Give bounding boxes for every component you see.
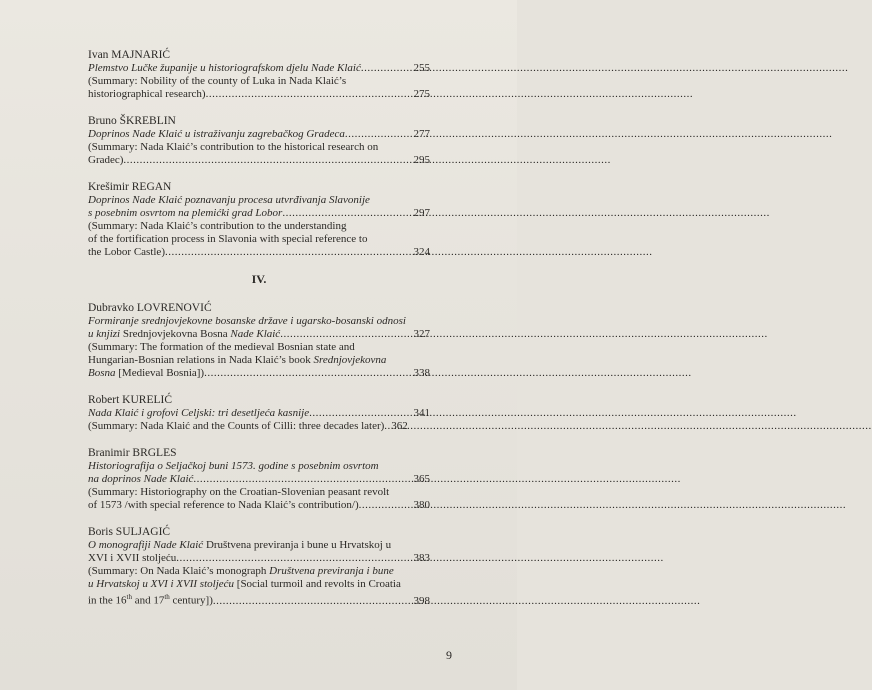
entry-summary: (Summary: Nada Klaić’s contribution to the understanding bbox=[88, 220, 347, 232]
summary-part: Bosna bbox=[88, 367, 116, 379]
toc-entry-lovrenovic bbox=[88, 301, 430, 380]
entry-page: 383 bbox=[413, 552, 430, 564]
entry-summary: (Summary: Nada Klaić’s contribution to the historical research on bbox=[88, 141, 379, 153]
leader-dots bbox=[204, 367, 412, 380]
toc-entry-kurelic bbox=[88, 393, 430, 433]
summary-part: Hungarian-Bosnian relations in Nada Klaić’s book bbox=[88, 354, 311, 366]
superscript: th bbox=[126, 593, 132, 601]
toc-entry-regan bbox=[88, 180, 430, 259]
entry-page: 327 bbox=[413, 328, 430, 340]
entry-summary-end bbox=[88, 367, 204, 380]
title-part: Srednjovjekovna Bosna bbox=[122, 328, 228, 340]
summary-part: u Hrvatskoj u XVI i XVII stoljeću bbox=[88, 578, 235, 590]
toc-entry-majnaric bbox=[88, 48, 430, 101]
entry-summary-page: 398 bbox=[413, 594, 430, 607]
entry-summary-line bbox=[88, 591, 430, 608]
entry-title-end: XVI i XVII stoljeću bbox=[88, 552, 177, 564]
summary-part: [Medieval Bosnia]) bbox=[118, 367, 205, 379]
leader-dots bbox=[359, 499, 413, 512]
summary-part: century]) bbox=[172, 594, 213, 607]
entry-page: 365 bbox=[413, 473, 430, 485]
entry-summary-end: Gradec) bbox=[88, 154, 124, 166]
leader-dots bbox=[213, 595, 413, 608]
entry-summary-line bbox=[88, 88, 430, 101]
entry-summary-end: historiographical research) bbox=[88, 88, 206, 100]
summary-part: (Summary: On Nada Klaić’s monograph bbox=[88, 565, 267, 577]
entry-title-line bbox=[88, 407, 430, 420]
entry-title-end: na doprinos Nade Klaić bbox=[88, 473, 194, 485]
entry-title-line bbox=[88, 328, 430, 341]
entry-title bbox=[88, 539, 430, 552]
entry-summary: (Summary: The formation of the medieval Bosnian state and bbox=[88, 341, 355, 353]
entry-title-line bbox=[88, 473, 430, 486]
leader-dots bbox=[193, 473, 412, 486]
leader-dots bbox=[309, 407, 412, 420]
entry-title-end bbox=[88, 328, 280, 341]
entry-summary-page: 324 bbox=[413, 246, 430, 258]
entry-summary-end: of 1573 /with special reference to Nada Klaić’s contribution/) bbox=[88, 499, 359, 511]
entry-author: Ivan MAJNARIĆ bbox=[88, 49, 171, 61]
entry-summary-cont bbox=[88, 578, 430, 591]
entry-title-line bbox=[88, 62, 430, 75]
entry-summary-page: 275 bbox=[413, 88, 430, 100]
entry-author: Bruno ŠKREBLIN bbox=[88, 115, 176, 127]
entry-title-line bbox=[88, 207, 430, 220]
entry-summary-line bbox=[88, 246, 430, 259]
title-part: Društvena previranja i bune u Hrvatskoj u bbox=[205, 539, 392, 551]
entry-summary-line bbox=[88, 367, 430, 380]
entry-page: 255 bbox=[413, 62, 430, 74]
summary-part: [Social turmoil and revolts in Croatia bbox=[236, 578, 401, 590]
superscript: th bbox=[164, 593, 170, 601]
summary-part: in the 16 bbox=[88, 594, 127, 607]
leader-dots bbox=[123, 154, 412, 167]
entry-title: Doprinos Nade Klaić u istraživanju zagrebačkog Gradeca bbox=[88, 128, 345, 140]
title-part: O monografiji Nade Klaić bbox=[88, 539, 204, 551]
section-heading: IV. bbox=[251, 272, 267, 286]
entry-author: Dubravko LOVRENOVIĆ bbox=[88, 302, 212, 314]
entry-summary-end bbox=[88, 591, 213, 608]
entry-summary-line bbox=[88, 499, 430, 512]
entry-page: 277 bbox=[413, 128, 430, 140]
leader-dots bbox=[165, 246, 413, 259]
title-part: u knjizi bbox=[88, 328, 121, 340]
page-number: 9 bbox=[446, 648, 452, 662]
toc-entry-brgles bbox=[88, 446, 430, 512]
entry-summary-page: 362 bbox=[391, 420, 408, 432]
entry-summary-line bbox=[88, 420, 430, 433]
entry-author: Boris SULJAGIĆ bbox=[88, 526, 171, 538]
entry-author: Branimir BRGLES bbox=[88, 447, 177, 459]
entry-title-line bbox=[88, 552, 430, 565]
entry-title-line bbox=[88, 128, 430, 141]
toc-entry-suljagic bbox=[88, 525, 430, 608]
entry-author: Robert KURELIĆ bbox=[88, 394, 173, 406]
entry-summary: (Summary: Historiography on the Croatian-Slovenian peasant revolt bbox=[88, 486, 390, 498]
entry-summary-line bbox=[88, 154, 430, 167]
entry-summary-cont bbox=[88, 354, 430, 367]
entry-summary-page: 338 bbox=[413, 367, 430, 379]
leader-dots bbox=[361, 62, 413, 75]
leader-dots bbox=[206, 88, 413, 101]
title-part: Nade Klaić bbox=[230, 328, 281, 340]
entry-summary: (Summary: Nobility of the county of Luka in Nada Klaić’s bbox=[88, 75, 347, 87]
entry-summary: (Summary: Nada Klaić and the Counts of Cilli: three decades later) bbox=[88, 420, 385, 432]
summary-part: Srednjovjekovna bbox=[313, 354, 387, 366]
entry-summary-end: the Lobor Castle) bbox=[88, 246, 165, 258]
entry-summary-page: 380 bbox=[413, 499, 430, 511]
entry-title: Historiografija o Seljačkoj buni 1573. godine s posebnim osvrtom bbox=[88, 460, 379, 472]
entry-summary-cont: of the fortification process in Slavonia with special reference to bbox=[88, 233, 368, 245]
leader-dots bbox=[345, 128, 413, 141]
entry-summary bbox=[88, 565, 430, 578]
table-of-contents bbox=[88, 48, 430, 621]
toc-entry-skreblin bbox=[88, 114, 430, 167]
leader-dots bbox=[176, 552, 412, 565]
summary-part: and 17 bbox=[134, 594, 165, 607]
entry-page: 341 bbox=[413, 407, 430, 419]
entry-author: Krešimir REGAN bbox=[88, 181, 172, 193]
entry-page: 297 bbox=[413, 207, 430, 219]
entry-title: Formiranje srednjovjekovne bosanske države i ugarsko-bosanski odnosi bbox=[88, 315, 406, 327]
entry-title: Nada Klaić i grofovi Celjski: tri desetljeća kasnije bbox=[88, 407, 310, 419]
leader-dots bbox=[280, 328, 412, 341]
entry-title: Doprinos Nade Klaić poznavanju procesa utvrđivanja Slavonije bbox=[88, 194, 370, 206]
summary-part: Društvena previranja i bune bbox=[269, 565, 394, 577]
entry-title-end: s posebnim osvrtom na plemićki grad Lobor bbox=[88, 207, 283, 219]
entry-summary-page: 295 bbox=[413, 154, 430, 166]
entry-title: Plemstvo Lučke županije u historiografskom djelu Nade Klaić bbox=[88, 62, 361, 74]
leader-dots bbox=[282, 207, 412, 220]
